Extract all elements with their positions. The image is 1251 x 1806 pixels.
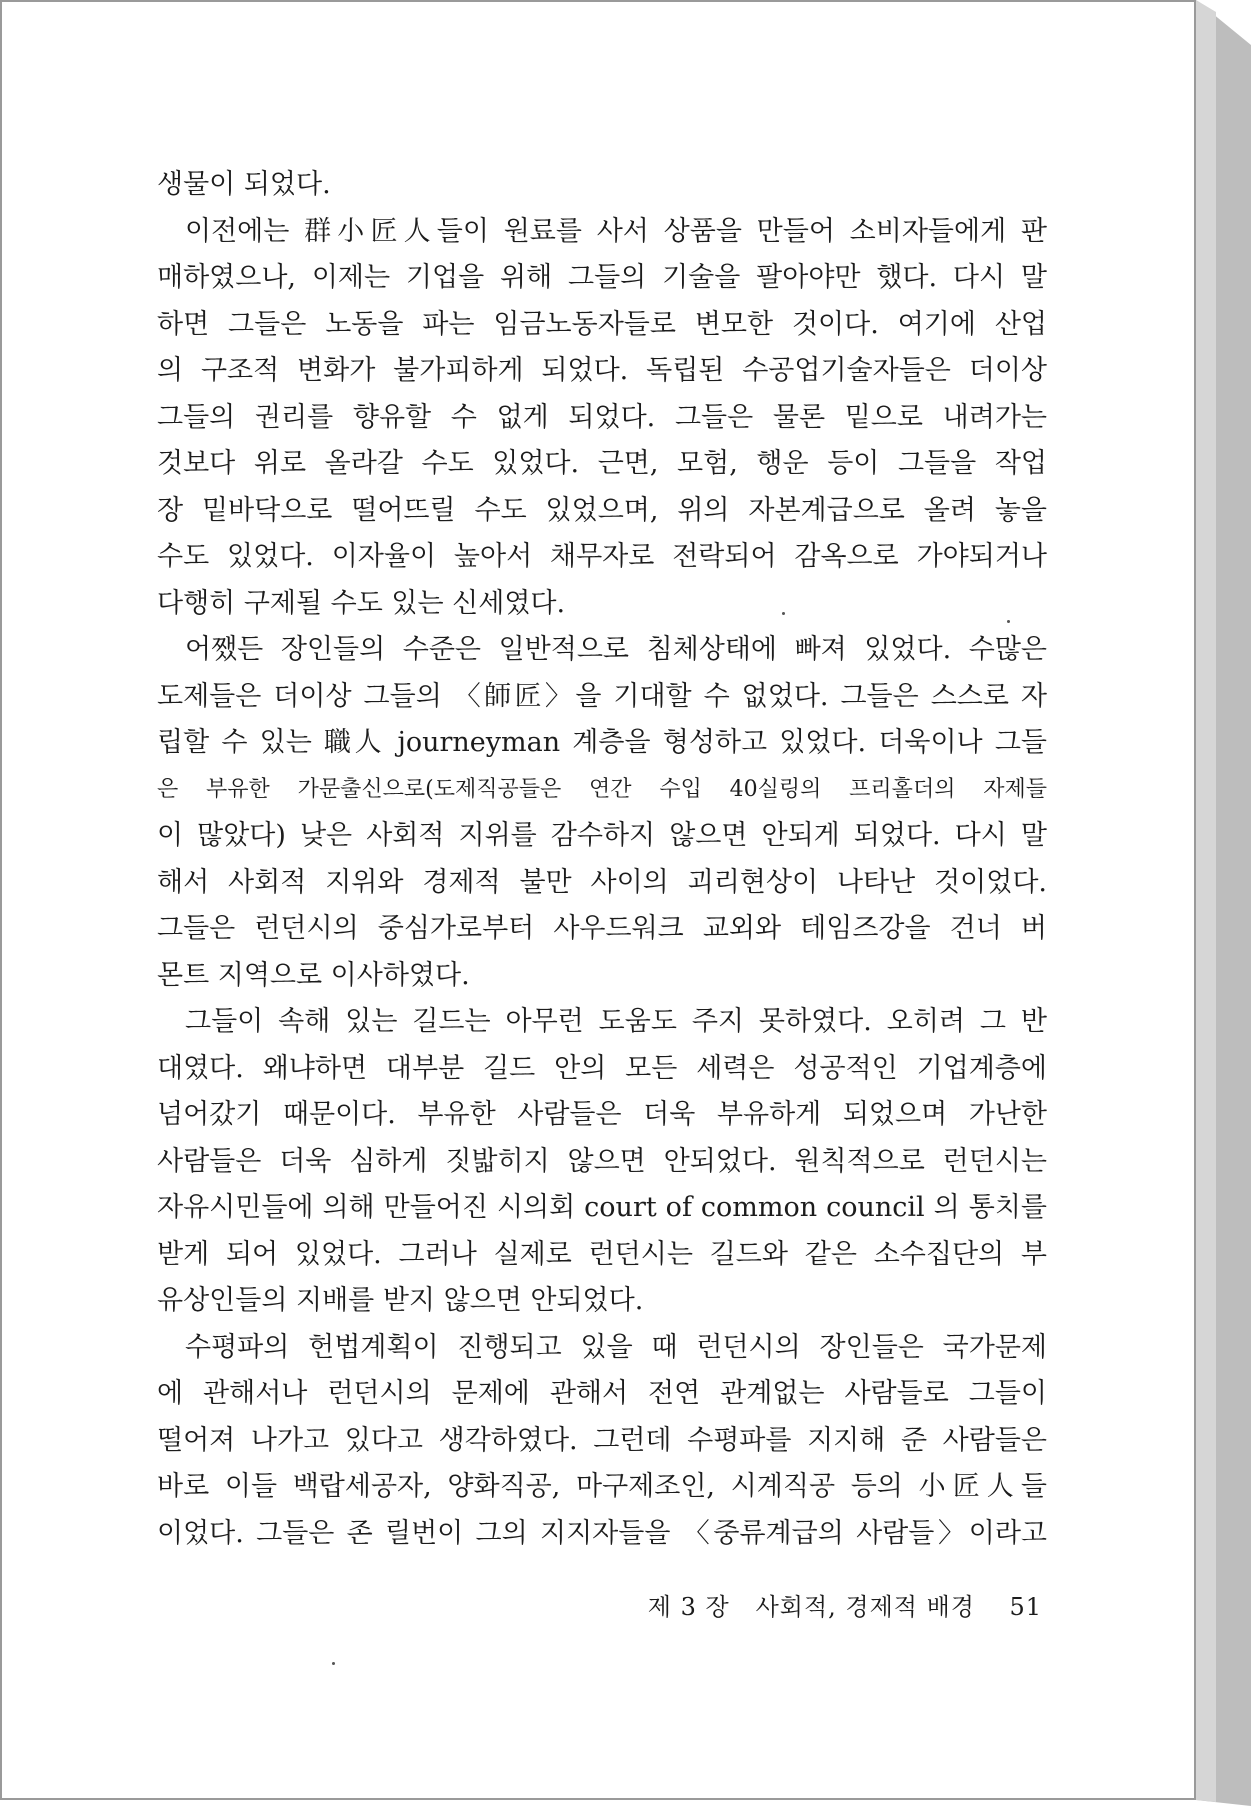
footer-title: 사회적, 경제적 배경 [755,1593,975,1621]
text-line: 자유시민들에 의해 만들어진 시의회 court of common council 의 통치를 [157,1192,1047,1223]
text-line: 매하였으나, 이제는 기업을 위해 그들의 기술을 팔아야만 했다. 다시 말 [157,262,1047,293]
text-line: 유상인들의 지배를 받지 않으면 안되었다. [157,1285,644,1316]
text-line: 하면 그들은 노동을 파는 임금노동자들로 변모한 것이다. 여기에 산업 [157,308,1047,340]
text-line: 수평파의 헌법계획이 진행되고 있을 때 런던시의 장인들은 국가문제 [185,1331,1047,1363]
text-line: 대였다. 왜냐하면 대부분 길드 안의 모든 세력은 성공적인 기업계층에 [157,1052,1047,1084]
text-line: 몬트 지역으로 이사하였다. [157,959,470,991]
page-edge-shadow [1196,0,1251,1806]
text-line: 바로 이들 백랍세공자, 양화직공, 마구제조인, 시계직공 등의 小匠人들 [157,1471,1047,1502]
text-line: 것보다 위로 올라갈 수도 있었다. 근면, 모험, 행운 등이 그들을 작업 [157,448,1047,479]
text-line: 도제들은 더이상 그들의 〈師匠〉을 기대할 수 없었다. 그들은 스스로 자 [157,680,1047,712]
footer-chapter: 제 3 장 [647,1593,730,1621]
body-text [157,162,1047,1557]
text-line: 받게 되어 있었다. 그러나 실제로 런던시는 길드와 같은 소수집단의 부 [157,1238,1047,1270]
text-line: 사람들은 더욱 심하게 짓밟히지 않으면 안되었다. 원칙적으로 런던시는 [157,1145,1047,1177]
speck [332,1662,335,1665]
text-line: 이전에는 群小匠人들이 원료를 사서 상품을 만들어 소비자들에게 판 [185,215,1047,247]
text-line: 이 많았다) 낮은 사회적 지위를 감수하지 않으면 안되게 되었다. 다시 말 [157,820,1047,851]
page-number: 51 [1009,1593,1042,1621]
text-line: 생물이 되었다. [157,169,331,200]
text-line: 그들의 권리를 향유할 수 없게 되었다. 그들은 물론 밑으로 내려가는 [157,401,1047,433]
text-line: 그들이 속해 있는 길드는 아무런 도움도 주지 못하였다. 오히려 그 반 [185,1006,1047,1037]
text-line: 어쨌든 장인들의 수준은 일반적으로 침체상태에 빠져 있었다. 수많은 [185,634,1047,665]
speck [782,612,785,615]
text-line: 넘어갔기 때문이다. 부유한 사람들은 더욱 부유하게 되었으며 가난한 [157,1099,1047,1130]
text-line: 해서 사회적 지위와 경제적 불만 사이의 괴리현상이 나타난 것이었다. [157,866,1047,898]
text-line: 떨어져 나가고 있다고 생각하였다. 그런데 수평파를 지지해 준 사람들은 [157,1424,1047,1456]
text-line: 이었다. 그들은 존 릴번이 그의 지지자들을 〈중류계급의 사람들〉이라고 [157,1517,1047,1549]
text-line: 그들은 런던시의 중심가로부터 사우드워크 교외와 테임즈강을 건너 버 [157,913,1047,944]
speck [1007,620,1010,623]
text-line: 립할 수 있는 職人 journeyman 계층을 형성하고 있었다. 더욱이나 그들 [157,727,1047,758]
text-line: 다행히 구제될 수도 있는 신세였다. [157,587,566,619]
text-line: 수도 있었다. 이자율이 높아서 채무자로 전락되어 감옥으로 가야되거나 [157,541,1047,572]
text-line: 은 부유한 가문출신으로(도제직공들은 연간 수입 40실링의 프리홀더의 자제들 [157,776,1047,802]
text-line: 장 밑바닥으로 떨어뜨릴 수도 있었으며, 위의 자본계급으로 올려 놓을 [157,494,1047,526]
running-footer [642,1587,1042,1622]
text-line: 의 구조적 변화가 불가피하게 되었다. 독립된 수공업기술자들은 더이상 [157,355,1047,386]
text-line: 에 관해서나 런던시의 문제에 관해서 전연 관계없는 사람들로 그들이 [157,1378,1047,1409]
